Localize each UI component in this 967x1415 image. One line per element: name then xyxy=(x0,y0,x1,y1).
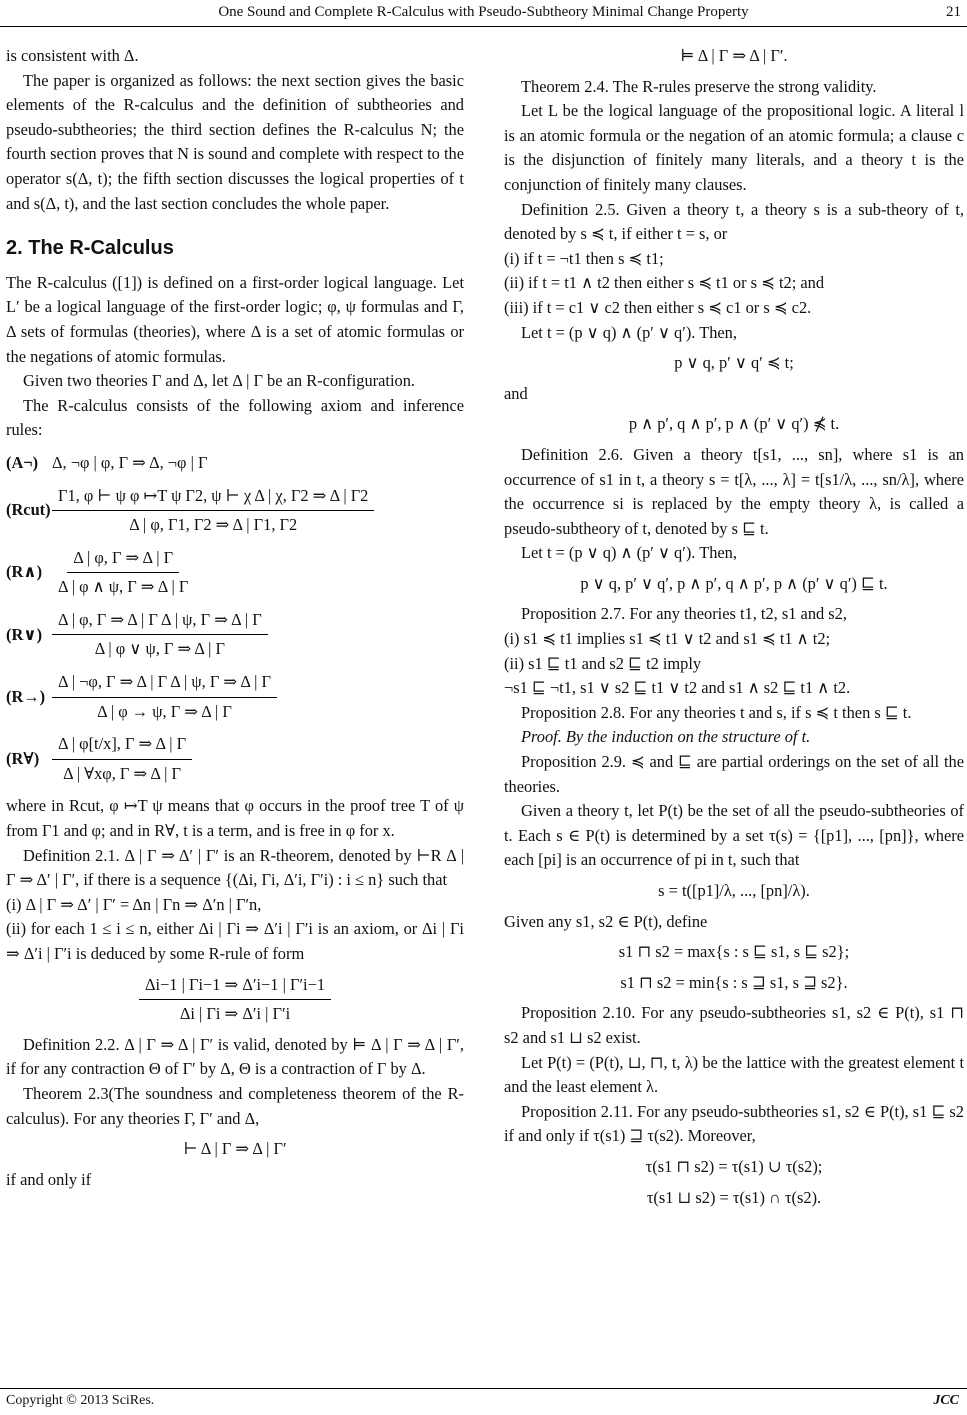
rule-name: (R→) xyxy=(6,686,46,706)
equation: p ∧ p′, q ∧ p′, p ∧ (p′ ∨ q′) ⋠ t. xyxy=(628,414,840,434)
rule-form-fraction xyxy=(6,973,464,1027)
paragraph: and xyxy=(504,383,528,403)
definition-2-1: Definition 2.1. Δ | Γ ⇒ Δ′ | Γ′ is an R-theorem, denoted by ⊢R Δ | Γ ⇒ Δ′ | Γ′, if there is a sequence {(Δi, Γi, Δ′i, Γ′i) : i ≤ n} such that xyxy=(6,845,464,890)
definition-item: (i) if t = ¬t1 then s ≼ t1; xyxy=(504,248,664,268)
definition-2-6: Definition 2.6. Given a theory t[s1, ..., sn], where s1 is an occurrence of s1 in t, a theory s = t[λ, ..., λ] = t[s1/λ, ..., sn/λ], where the occurrence si is replaced by the empty theory λ, is called a pseudo-subtheory of t, denoted by s ⊑ t. xyxy=(504,444,964,538)
rule-premise: Δ | φ, Γ ⇒ Δ | Γ Δ | ψ, Γ ⇒ Δ | Γ xyxy=(52,608,268,636)
equation: s = t([p1]/λ, ..., [pn]/λ). xyxy=(658,881,810,900)
definition-2-5: Definition 2.5. Given a theory t, a theory s is a sub-theory of t, denoted by s ≼ t, if either t = s, or xyxy=(504,199,964,244)
proposition-2-8: Proposition 2.8. For any theories t and s, if s ≼ t then s ⊑ t. xyxy=(521,702,912,722)
rule-fraction xyxy=(52,608,268,662)
paragraph: Let t = (p ∨ q) ∧ (p′ ∨ q′). Then, xyxy=(521,322,737,342)
rule-conclusion: Δ | φ, Γ1, Γ2 ⇒ Δ | Γ1, Γ2 xyxy=(129,515,298,535)
proposition-2-9: Proposition 2.9. ≼ and ⊑ are partial orderings on the set of all the theories. xyxy=(504,752,964,796)
equation: τ(s1 ⊓ s2) = τ(s1) ∪ τ(s2); xyxy=(645,1156,823,1176)
journal-abbreviation: JCC xyxy=(933,1393,959,1408)
rule-premise: Δ | φ, Γ ⇒ Δ | Γ xyxy=(67,546,179,574)
rule-r-cut xyxy=(6,484,464,538)
paragraph: Let P(t) = (P(t), ⊔, ⊓, t, λ) be the lattice with the greatest element t and the least element λ. xyxy=(504,1052,964,1097)
rule-conclusion: Δ | φ → ψ, Γ ⇒ Δ | Γ xyxy=(97,701,232,721)
theorem-2-3: Theorem 2.3(The soundness and completeness theorem of the R-calculus). For any theories Γ, Γ′ and Δ, xyxy=(6,1083,464,1128)
rule-r-implies xyxy=(6,670,464,724)
paragraph: Let L be the logical language of the propositional logic. A literal l is an atomic formula or the negation of an atomic formula; a clause c is the disjunction of finitely many literals, and a theory t is the conjunction of finitely many clauses. xyxy=(504,101,964,194)
equation: ⊨ Δ | Γ ⇒ Δ | Γ′. xyxy=(680,46,788,65)
section-heading: 2. The R-Calculus xyxy=(6,237,174,260)
axiom-formula: Δ, ¬φ | φ, Γ ⇒ Δ, ¬φ | Γ xyxy=(52,452,208,472)
paragraph: is consistent with Δ. xyxy=(6,46,139,65)
rule-premise: Γ1, φ ⊢ ψ φ ↦T ψ Γ2, ψ ⊢ χ Δ | χ, Γ2 ⇒ Δ | Γ2 xyxy=(52,484,374,512)
paragraph: Given two theories Γ and Δ, let Δ | Γ be an R-configuration. xyxy=(23,371,415,391)
rule-conclusion: Δ | ∀xφ, Γ ⇒ Δ | Γ xyxy=(63,763,182,783)
rule-r-forall xyxy=(6,732,464,786)
running-title: One Sound and Complete R-Calculus with Pseudo-Subtheory Minimal Change Property xyxy=(218,4,749,20)
definition-2-2: Definition 2.2. Δ | Γ ⇒ Δ | Γ′ is valid, denoted by ⊨ Δ | Γ ⇒ Δ | Γ′, if for any contraction Θ of Γ′ by Δ, Θ is a contraction of Γ by Δ. xyxy=(6,1034,464,1079)
axiom-a-neg xyxy=(6,451,464,476)
fraction-numerator: Δi−1 | Γi−1 ⇒ Δ′i−1 | Γ′i−1 xyxy=(139,973,331,1001)
paragraph: The paper is organized as follows: the next section gives the basic elements of the R-calculus and the definition of subtheories and pseudo-subtheories; the third section defines the R-calculus N; the fourth section proves that N is sound and complete with respect to the operator s(Δ, t); the fifth section discusses the logical properties of t and s(Δ, t), and the last section concludes the whole paper. xyxy=(6,70,464,213)
rule-r-and xyxy=(6,546,464,600)
rule-name: (R∧) xyxy=(6,562,43,582)
rule-name: (A¬) xyxy=(6,452,39,472)
equation: s1 ⊓ s2 = max{s : s ⊑ s1, s ⊑ s2}; xyxy=(618,942,850,962)
rule-fraction xyxy=(52,732,192,786)
paragraph: Let t = (p ∨ q) ∧ (p′ ∨ q′). Then, xyxy=(521,543,737,563)
proposition-2-11: Proposition 2.11. For any pseudo-subtheories s1, s2 ∈ P(t), s1 ⊑ s2 if and only if τ(s1) ⊒ τ(s2). Moreover, xyxy=(504,1101,964,1146)
rule-fraction xyxy=(52,670,277,724)
paragraph: Given a theory t, let P(t) be the set of all the pseudo-subtheories of t. Each s ∈ P(t) is determined by a set τ(s) = {[p1], ..., [pn]}, where each [pi] is an occurrence of pi in t, such that xyxy=(504,801,964,870)
rule-conclusion: Δ | φ ∨ ψ, Γ ⇒ Δ | Γ xyxy=(94,639,225,659)
equation: ⊢ Δ | Γ ⇒ Δ | Γ′ xyxy=(183,1139,287,1159)
paragraph: where in Rcut, φ ↦T ψ means that φ occurs in the proof tree T of ψ from Γ1 and φ; and in R∀, t is a term, and is free in φ for x. xyxy=(6,796,464,841)
paragraph: Given any s1, s2 ∈ P(t), define xyxy=(504,911,708,931)
rule-premise: Δ | ¬φ, Γ ⇒ Δ | Γ Δ | ψ, Γ ⇒ Δ | Γ xyxy=(52,670,277,698)
proposition-item: ¬s1 ⊑ ¬t1, s1 ∨ s2 ⊑ t1 ∨ t2 and s1 ∧ s2 ⊑ t1 ∧ t2. xyxy=(504,678,851,698)
rule-fraction xyxy=(52,546,194,600)
equation: p ∨ q, p′ ∨ q′ ≼ t; xyxy=(674,353,794,373)
rule-premise: Δ | φ[t/x], Γ ⇒ Δ | Γ xyxy=(52,732,192,760)
fraction-denominator: Δi | Γi ⇒ Δ′i | Γ′i xyxy=(179,1004,291,1024)
page-footer xyxy=(0,1388,967,1415)
theorem-2-4: Theorem 2.4. The R-rules preserve the strong validity. xyxy=(521,76,877,96)
rule-name: (R∀) xyxy=(6,749,40,769)
definition-item: (ii) for each 1 ≤ i ≤ n, either Δi | Γi ⇒ Δ′i | Γ′i is an axiom, or Δi | Γi ⇒ Δ′i | Γ′i is deduced by some R-rule of form xyxy=(6,919,464,963)
equation: s1 ⊓ s2 = min{s : s ⊒ s1, s ⊒ s2}. xyxy=(620,972,848,992)
proposition-2-7: Proposition 2.7. For any theories t1, t2, s1 and s2, xyxy=(521,604,847,624)
equation: τ(s1 ⊔ s2) = τ(s1) ∩ τ(s2). xyxy=(646,1187,822,1207)
rule-name: (Rcut) xyxy=(6,500,51,520)
paragraph: The R-calculus consists of the following axiom and inference rules: xyxy=(6,395,464,440)
definition-item: (i) Δ | Γ ⇒ Δ′ | Γ′ = Δn | Γn ⇒ Δ′n | Γ′n, xyxy=(6,894,262,914)
rule-r-or xyxy=(6,608,464,662)
rule-conclusion: Δ | φ ∧ ψ, Γ ⇒ Δ | Γ xyxy=(58,577,189,597)
definition-item: (iii) if t = c1 ∨ c2 then either s ≼ c1 or s ≼ c2. xyxy=(504,297,812,317)
proposition-item: (i) s1 ≼ t1 implies s1 ≼ t1 ∨ t2 and s1 ≼ t1 ∧ t2; xyxy=(504,629,831,649)
paragraph: if and only if xyxy=(6,1169,92,1189)
proposition-2-10: Proposition 2.10. For any pseudo-subtheories s1, s2 ∈ P(t), s1 ⊓ s2 and s1 ⊔ s2 exist. xyxy=(504,1003,964,1047)
proposition-item: (ii) s1 ⊑ t1 and s2 ⊑ t2 imply xyxy=(504,653,702,673)
definition-item: (ii) if t = t1 ∧ t2 then either s ≼ t1 or s ≼ t2; and xyxy=(504,273,825,293)
left-column xyxy=(6,44,464,1192)
rule-fraction xyxy=(52,484,374,538)
fraction xyxy=(139,973,331,1027)
copyright-notice: Copyright © 2013 SciRes. xyxy=(6,1393,155,1408)
running-header xyxy=(0,0,967,27)
proof: Proof. By the induction on the structure of t. xyxy=(521,727,811,747)
paragraph: The R-calculus ([1]) is defined on a first-order logical language. Let L′ be a logical language of the first-order logic; φ, ψ formulas and Γ, Δ sets of formulas (theories), where Δ is a set of atomic formulas or the negations of atomic formulas. xyxy=(6,272,464,366)
page-number: 21 xyxy=(946,4,961,20)
rule-name: (R∨) xyxy=(6,624,43,644)
right-column xyxy=(504,44,964,1216)
equation: p ∨ q, p′ ∨ q′, p ∧ p′, q ∧ p′, p ∧ (p′ ∨ q′) ⊑ t. xyxy=(580,573,888,593)
